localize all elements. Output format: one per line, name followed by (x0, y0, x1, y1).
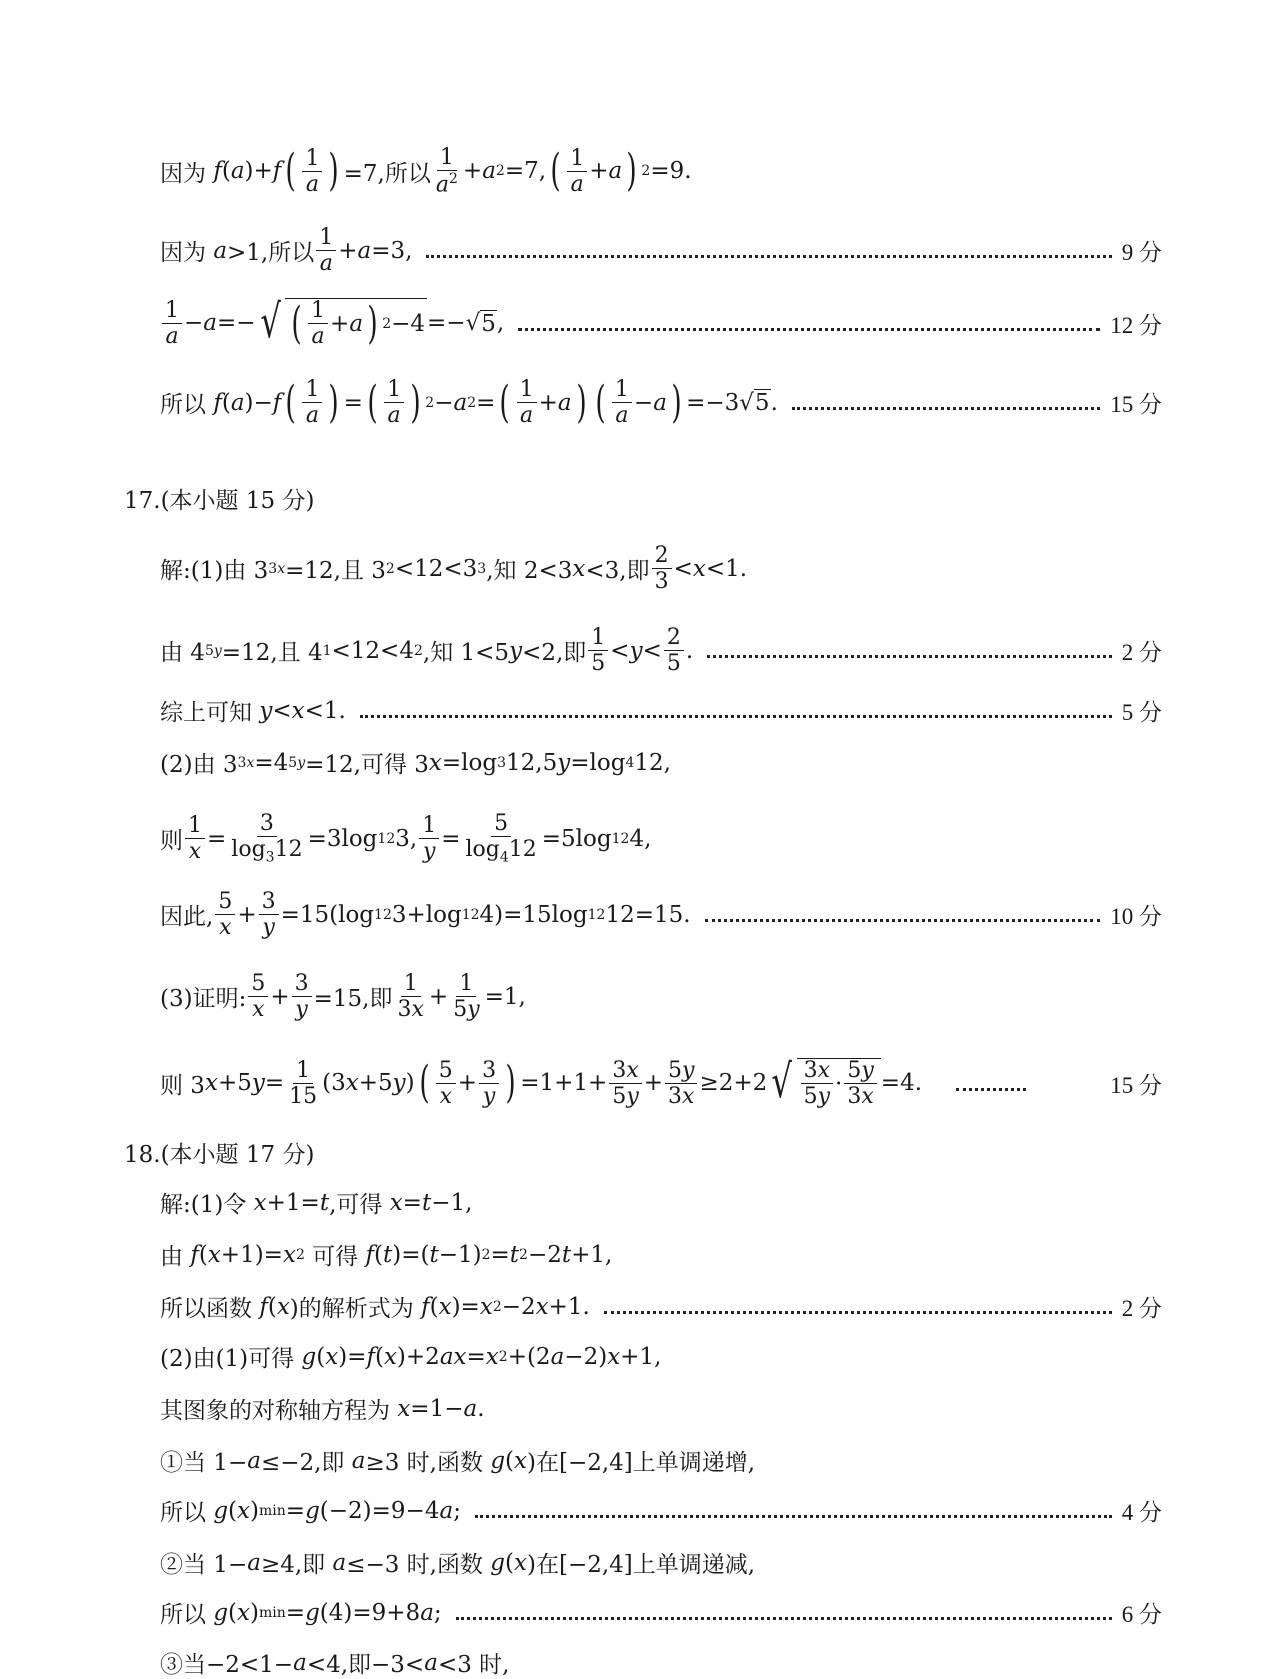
leader-dots (707, 655, 1112, 658)
leader-dots (426, 255, 1111, 258)
solution-line-3: $\frac{1}{a}$ − a =− √ ( $\frac{1}{a}$ + a ) 2 −4 =−√ 5 , 12 分 (160, 298, 1162, 348)
solution-line-10: 则 $\frac{1}{x}$ = $\frac{3}{\log_312}$ =3log 12 3, $\frac{1}{y}$ = $\frac{5}{\log_412}$ =5log 12 4, (160, 811, 652, 866)
solution-line-18: (2)由(1)可得 g ( x )= f ( x )+2 ax = x 2 +(2 a −2) x +1, (160, 1343, 662, 1372)
solution-line-11: 因此, $\frac{5}{x}$ + $\frac{3}{y}$ =15(log 12 3+log 12 4)=15log 12 12=15. 10 分 (160, 889, 1162, 941)
leader-dots (956, 1088, 1026, 1091)
score-mark: 15 分 (1110, 1072, 1162, 1098)
score-mark: 15 分 (1110, 392, 1162, 418)
solution-line-2: 因为 a >1,所以 $\frac{1}{a}$ + a =3, 9 分 (160, 225, 1162, 277)
solution-line-21: 所以 g ( x ) min = g (−2)=9−4 a ; 4 分 (160, 1494, 1162, 1527)
solution-line-17: 所以函数 f ( x )的解析式为 f ( x )= x 2 −2 x +1. 2 分 (160, 1290, 1162, 1323)
leader-dots (518, 328, 1100, 331)
score-mark: 2 分 (1121, 640, 1162, 666)
solution-line-4: 所以 f ( a )− f ( $\frac{1}{a}$ ) = ( $\frac{1}{a}$ ) 2 − a 2 = ( $\frac{1}{a}$ + a ) ( $\frac{1}{a}$ − a ) =−3√ 5 . 15 分 (160, 376, 1162, 429)
question-17-heading: 17.(本小题 15 分) (124, 488, 315, 514)
solution-line-12: (3)证明: $\frac{5}{x}$ + $\frac{3}{y}$ =15,即 $\frac{1}{3x}$ + $\frac{1}{5y}$ =1, (160, 971, 526, 1023)
score-mark: 6 分 (1121, 1602, 1162, 1627)
solution-line-20: ①当 1− a ≤−2,即 a ≥3 时,函数 g ( x )在[−2,4]上单调递增, (160, 1447, 756, 1476)
score-mark: 5 分 (1121, 700, 1162, 725)
score-mark: 9 分 (1121, 240, 1162, 266)
solution-line-19: 其图象的对称轴方程为 x =1− a . (160, 1395, 485, 1424)
leader-dots (456, 1617, 1112, 1620)
leader-dots (360, 715, 1112, 718)
score-mark: 12 分 (1110, 312, 1162, 338)
leader-dots (604, 1311, 1112, 1314)
leader-dots (705, 919, 1101, 922)
score-mark: 10 分 (1110, 904, 1162, 930)
solution-line-13: 则 3 x +5 y = $\frac{1}{15}$ (3 x +5 y ) ( $\frac{5}{x}$ + $\frac{3}{y}$ ) =1+1+ $\frac{3x}{5y}$ + $\frac{5y}{3x}$ ≥2+2 √ $\frac{3x}{5y}$ · $\frac{5y}{3x}$ =4. 15 分 (160, 1054, 1162, 1110)
question-18-heading: 18.(本小题 17 分) (124, 1142, 315, 1168)
solution-line-6: 解:(1)由 3 3x =12,且 3 2 <12<3 3 ,知 2<3 x <3,即 $\frac{2}{3}$ < x <1. (160, 543, 748, 595)
solution-line-16: 由 f ( x +1)= x 2 可得 f ( t )=( t −1) 2 = t 2 −2 t +1, (160, 1241, 613, 1270)
solution-line-23: 所以 g ( x ) min = g (4)=9+8 a ; 6 分 (160, 1596, 1162, 1629)
solution-line-1: 因为 f ( a )+ f ( $\frac{1}{a}$ ) =7,所以 $\frac{1}{a^2}$ + a 2 =7, ( $\frac{1}{a}$ + a ) 2 =9. (160, 145, 692, 198)
solution-line-24: ③当−2<1− a <4,即−3< a <3 时, (160, 1649, 510, 1678)
solution-line-8: 综上可知 y < x <1. 5 分 (160, 694, 1162, 727)
score-mark: 4 分 (1121, 1500, 1162, 1525)
solution-line-22: ②当 1− a ≥4,即 a ≤−3 时,函数 g ( x )在[−2,4]上单调递减, (160, 1549, 756, 1578)
solution-line-9: (2)由 3 3x =4 5y =12,可得 3 x =log 3 12,5 y =log 4 12, (160, 749, 671, 778)
solution-line-15: 解:(1)令 x +1= t ,可得 x = t −1, (160, 1189, 473, 1218)
score-mark: 2 分 (1121, 1296, 1162, 1321)
leader-dots (475, 1515, 1112, 1518)
leader-dots (792, 407, 1100, 410)
solution-line-7: 由 4 5y =12,且 4 1 <12<4 2 ,知 1<5 y <2,即 $\frac{1}{5}$ < y < $\frac{2}{5}$ . 2 分 (160, 625, 1162, 677)
